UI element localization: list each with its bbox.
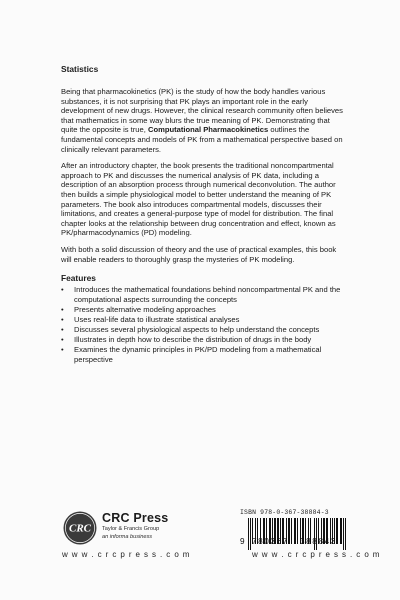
feature-text: Discusses several physiological aspects to help understand the concepts (74, 324, 320, 334)
publisher-url-right: w w w . c r c p r e s s . c o m (252, 550, 381, 559)
barcode-digits-mid: 780367 (252, 537, 289, 546)
description-paragraph-3: With both a solid discussion of theory and the use of practical examples, this book will enable readers to thoroughly grasp the mysteries of PK modeling. (61, 244, 337, 264)
barcode-bar (345, 518, 346, 550)
crc-logo-icon (62, 510, 98, 546)
paragraph-1-intro: Being that pharmacokinetics (PK) is the study of how the body handles various substances, it is not surprising that PK plays an important role in the early development of new drugs. However, the clinical research community often believes that mathematics in some way blurs the true meaning of PK. Demonstrating that quite the opposite is true, (61, 87, 343, 135)
features-list (61, 285, 343, 364)
barcode-image (238, 518, 348, 552)
bullet-icon: • (61, 324, 64, 334)
feature-text: Uses real-life data to illustrate statistical analyses (74, 314, 240, 324)
bullet-icon: • (61, 335, 64, 345)
publisher-name: CRC Press (102, 511, 169, 525)
description-paragraph-2: After an introductory chapter, the book presents the traditional noncompartmental approach to PK and discusses the numerical analysis of PK data, including a description of an absorption process through numerical deconvolution. The author then builds a simple physiological model to better understand the meaning of PK parameters. The book also introduces compartmental models, discusses their limitations, and creates a general-purpose type of model for distribution. The final chapter looks at the relationship between drug concentration and effect, known as PK/pharmacodynamics (PD) modeling. (61, 161, 336, 238)
publisher-logo (62, 509, 202, 549)
features-heading: Features (61, 273, 96, 284)
barcode-digits-last: 388843 (300, 537, 337, 546)
barcode-bar (297, 518, 298, 544)
barcode-bar (340, 518, 342, 544)
bullet-icon: • (61, 314, 64, 324)
crc-logo-text: CRC (68, 522, 92, 535)
feature-item (61, 305, 343, 315)
barcode-digit-first: 9 (240, 537, 245, 546)
cover-text-block (61, 64, 343, 365)
feature-item (61, 335, 343, 345)
feature-text: Presents alternative modeling approaches (74, 304, 216, 314)
barcode-bar (250, 518, 251, 550)
publisher-group: Taylor & Francis Group (102, 526, 160, 532)
category-label: Statistics (61, 64, 99, 74)
feature-text: Examines the dynamic principles in PK/PD modeling from a mathematical perspective (74, 345, 322, 364)
book-title: Computational Pharmacokinetics (147, 125, 269, 135)
barcode-bar (343, 518, 344, 550)
bullet-icon: • (61, 304, 64, 314)
feature-item (61, 325, 343, 335)
bullet-icon: • (61, 345, 64, 355)
feature-item (61, 285, 343, 304)
publisher-url-left: w w w . c r c p r e s s . c o m (62, 550, 191, 559)
barcode-bar (294, 518, 296, 544)
paragraph-1-end: outlines the fundamental concepts and models of PK from a mathematical perspective based on clinically relevant parameters. (61, 125, 343, 154)
description-paragraph-1 (61, 87, 343, 154)
feature-item (61, 315, 343, 325)
bullet-icon: • (61, 285, 64, 295)
barcode-bar (291, 518, 292, 544)
isbn-label: ISBN 978-0-367-38884-3 (240, 509, 329, 516)
feature-text: Illustrates in depth how to describe the distribution of drugs in the body (74, 335, 312, 345)
feature-item (61, 345, 343, 364)
barcode-bar (248, 518, 249, 550)
publisher-tagline: an informa business (102, 534, 153, 540)
feature-text: Introduces the mathematical foundations behind noncompartmental PK and the computational aspects surrounding the concepts (74, 285, 341, 304)
